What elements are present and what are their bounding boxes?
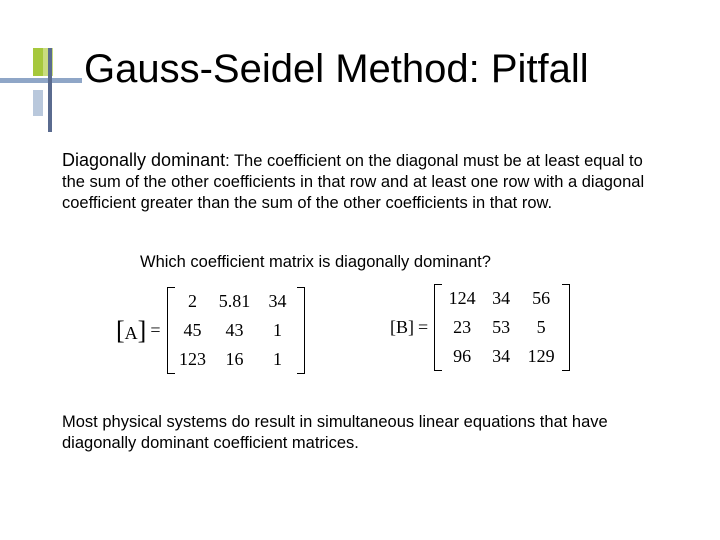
definition-term: Diagonally dominant	[62, 150, 226, 170]
matrix-a-right-bracket	[297, 287, 305, 374]
matrix-cell: 129	[527, 346, 555, 366]
matrix-cell: 123	[179, 349, 206, 369]
matrix-cell: 34	[492, 288, 511, 308]
matrix-cell: 34	[268, 291, 287, 311]
matrix-row	[175, 316, 297, 345]
definition-paragraph	[62, 150, 662, 214]
matrix-cell: 5	[536, 317, 546, 337]
matrix-a-table	[175, 287, 297, 374]
matrix-a-label: [A]	[116, 315, 147, 345]
equals-sign: =	[150, 320, 161, 340]
matrix-b-label: [B]	[390, 317, 415, 337]
footer-paragraph: Most physical systems do result in simultaneous linear equations that have diagonally dominant coefficient matrices.	[62, 413, 608, 452]
slide-logo-decoration	[0, 0, 90, 140]
matrix-b	[390, 284, 570, 371]
matrix-row	[442, 342, 562, 371]
matrix-b-right-bracket	[562, 284, 570, 371]
matrix-cell: 5.81	[218, 291, 251, 311]
matrix-cell: 1	[273, 349, 282, 369]
matrix-a-left-bracket	[167, 287, 175, 374]
matrix-cell: 56	[532, 288, 551, 308]
matrix-cell: 16	[225, 349, 244, 369]
matrix-cell: 45	[183, 320, 202, 340]
matrix-cell: 34	[492, 346, 511, 366]
question-text: Which coefficient matrix is diagonally dominant?	[140, 253, 491, 271]
matrix-b-table	[442, 284, 562, 371]
matrix-cell: 2	[188, 291, 197, 311]
matrix-cell: 1	[273, 320, 282, 340]
definition-text: : The coefficient on the diagonal must be at least equal to the sum of the other coefficients in that row and at least one row with a diagonal coefficient greater than the sum of the other coefficients in that row.	[62, 152, 645, 212]
equals-sign: =	[418, 317, 429, 337]
matrix-a	[116, 287, 305, 374]
matrix-cell: 23	[453, 317, 472, 337]
matrix-row	[442, 313, 562, 342]
matrix-cell: 43	[225, 320, 244, 340]
matrix-cell: 53	[492, 317, 511, 337]
matrix-b-left-bracket	[434, 284, 442, 371]
slide-title: Gauss-Seidel Method: Pitfall	[84, 47, 589, 91]
matrix-cell: 96	[453, 346, 472, 366]
matrix-row	[175, 287, 297, 316]
matrix-row	[175, 345, 297, 374]
matrix-cell: 124	[448, 288, 476, 308]
matrix-row	[442, 284, 562, 313]
